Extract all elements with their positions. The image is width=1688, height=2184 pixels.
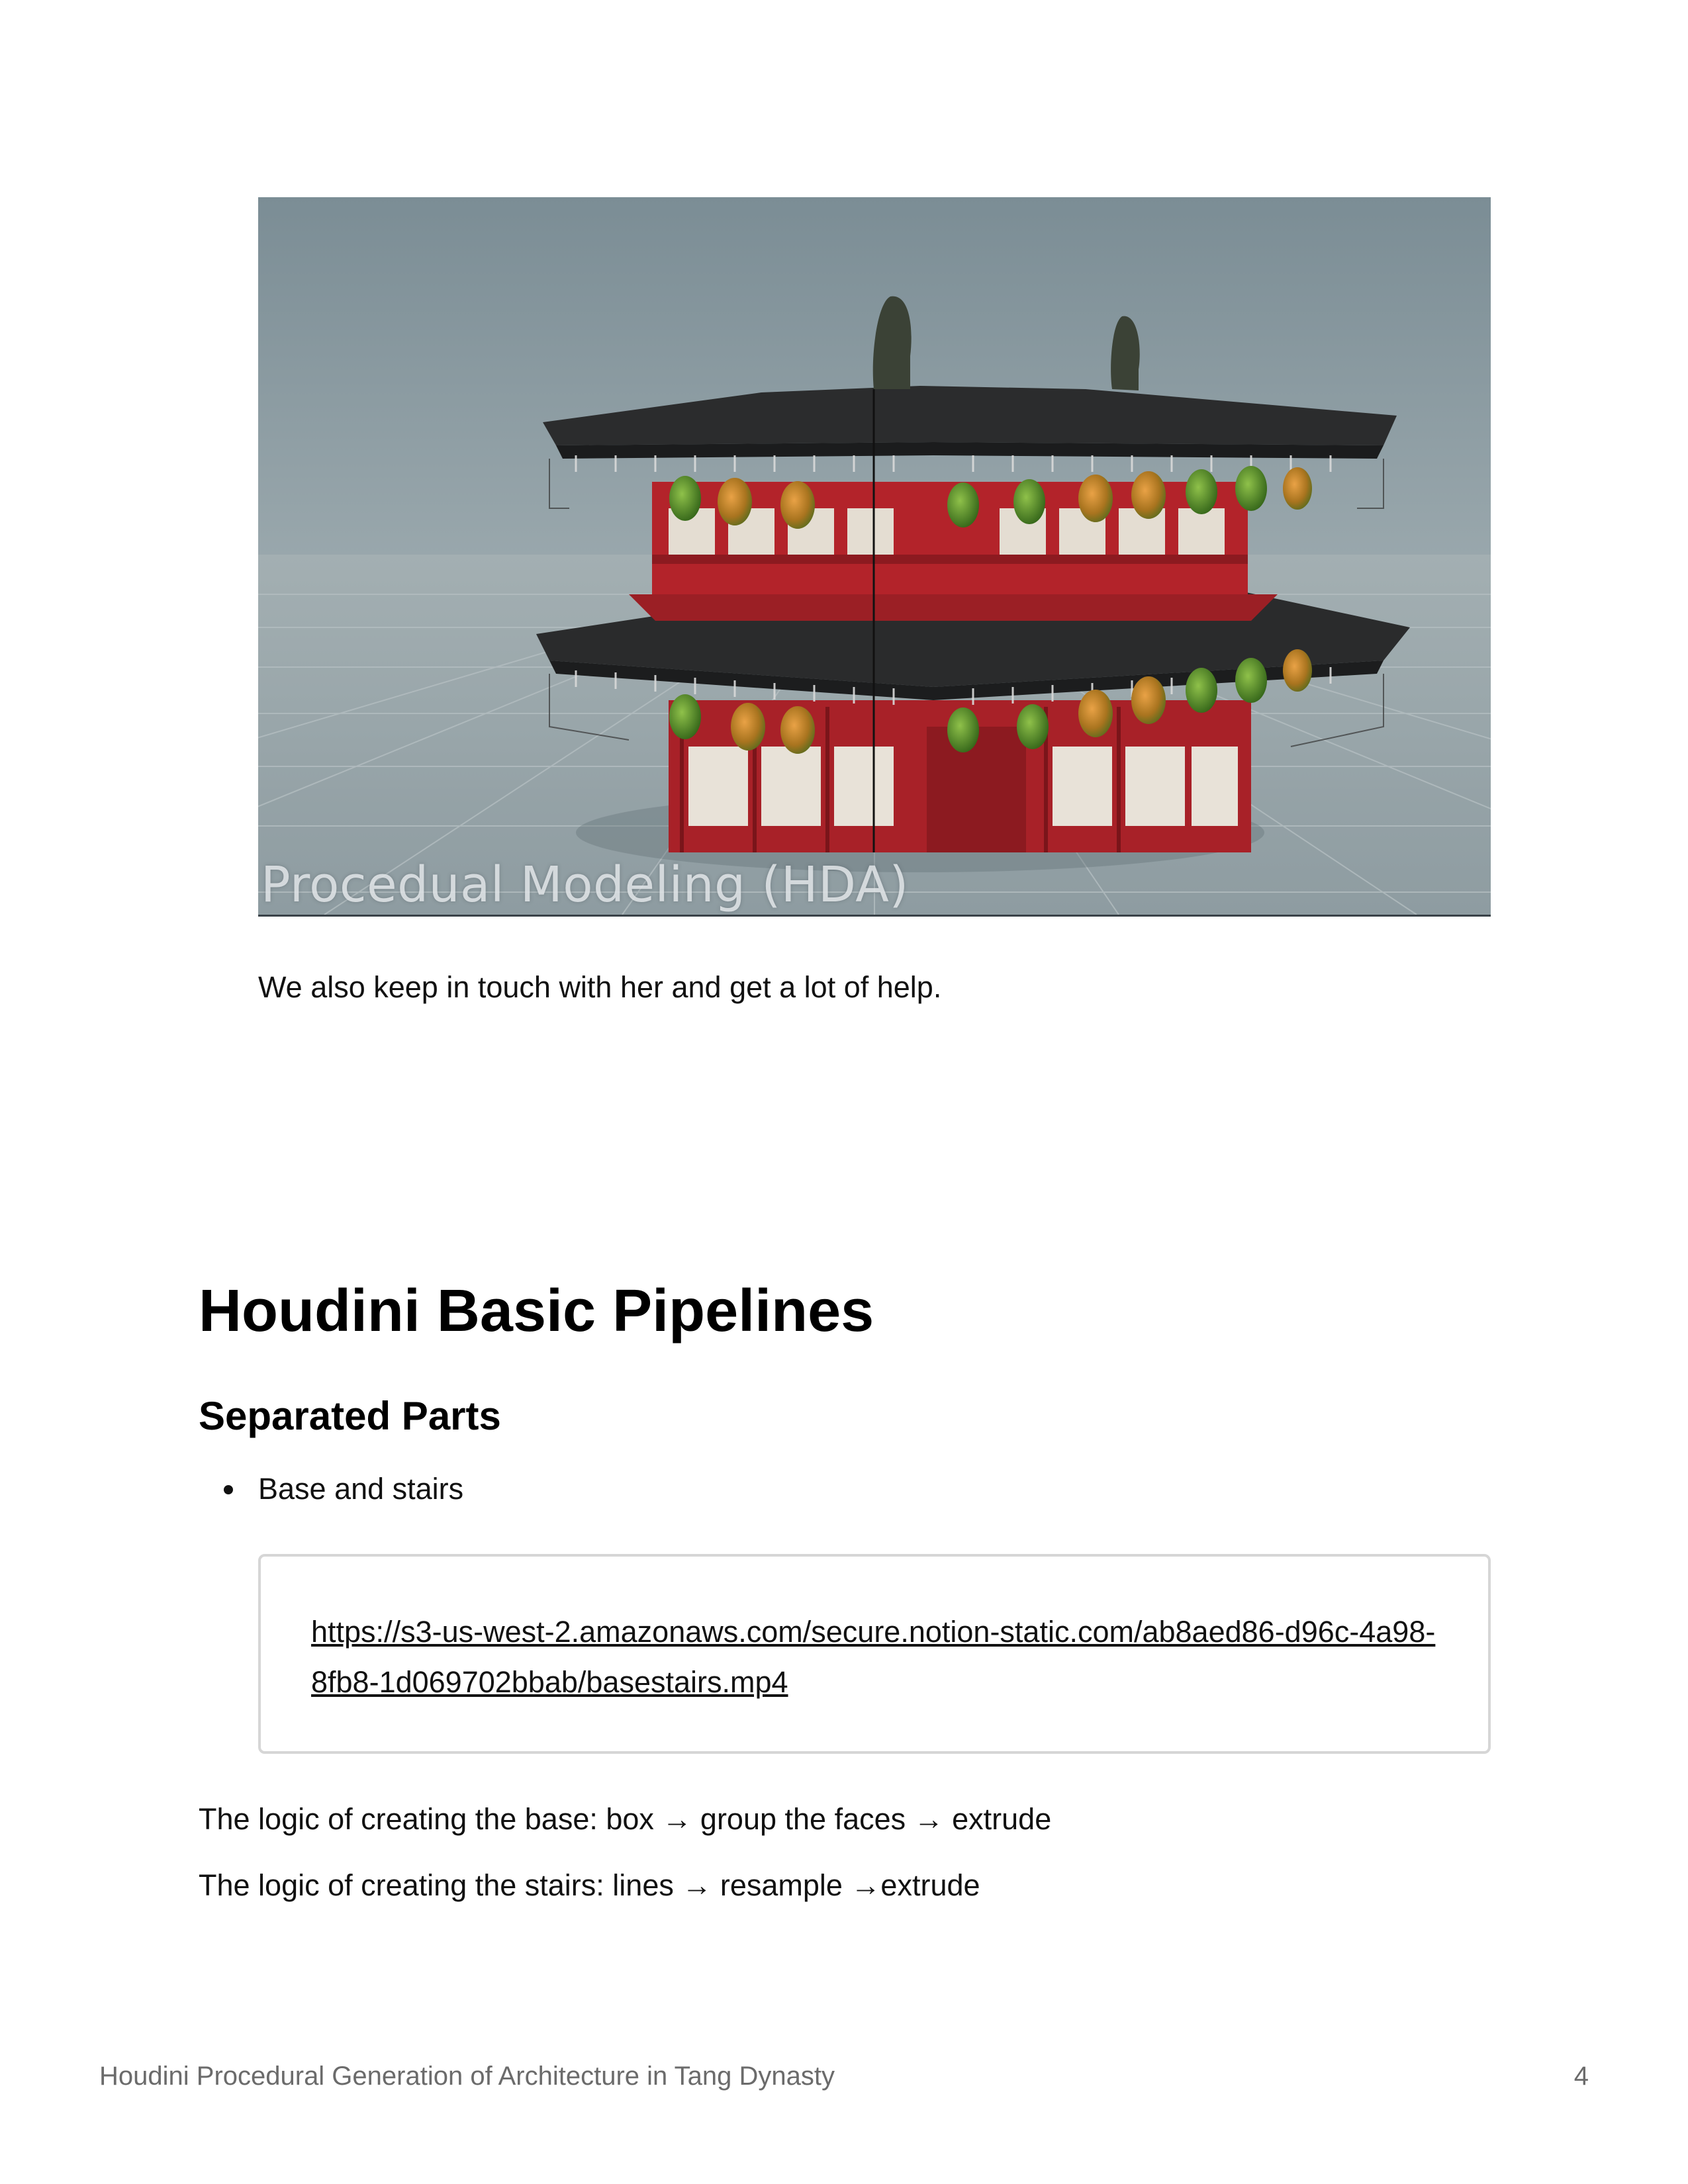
bullet-icon [224, 1485, 233, 1494]
page-number: 4 [1573, 2062, 1589, 2091]
video-link[interactable]: https://s3-us-west-2.amazonaws.com/secure.notion-static.com/ab8aed86-d96c-4a98-8fb8-1d069702bbab/basestairs.mp4 [311, 1615, 1436, 1699]
list-item-text: Base and stairs [258, 1472, 464, 1506]
logic-line-stairs: The logic of creating the stairs: lines → resample →extrude [199, 1868, 980, 1902]
embed-block [258, 1554, 1491, 1754]
procedural-modeling-image [258, 197, 1491, 917]
intro-paragraph: We also keep in touch with her and get a lot of help. [258, 970, 942, 1004]
subsection-heading: Separated Parts [199, 1394, 501, 1438]
list-item [199, 1471, 463, 1508]
bullet-list [199, 1471, 463, 1508]
logic-line-base: The logic of creating the base: box → group the faces → extrude [199, 1802, 1052, 1836]
section-heading: Houdini Basic Pipelines [199, 1278, 874, 1344]
footer-document-title: Houdini Procedural Generation of Architecture in Tang Dynasty [99, 2062, 835, 2091]
building-render [258, 197, 1491, 915]
figure-overlay-caption: Procedual Modeling (HDA) [261, 856, 909, 913]
